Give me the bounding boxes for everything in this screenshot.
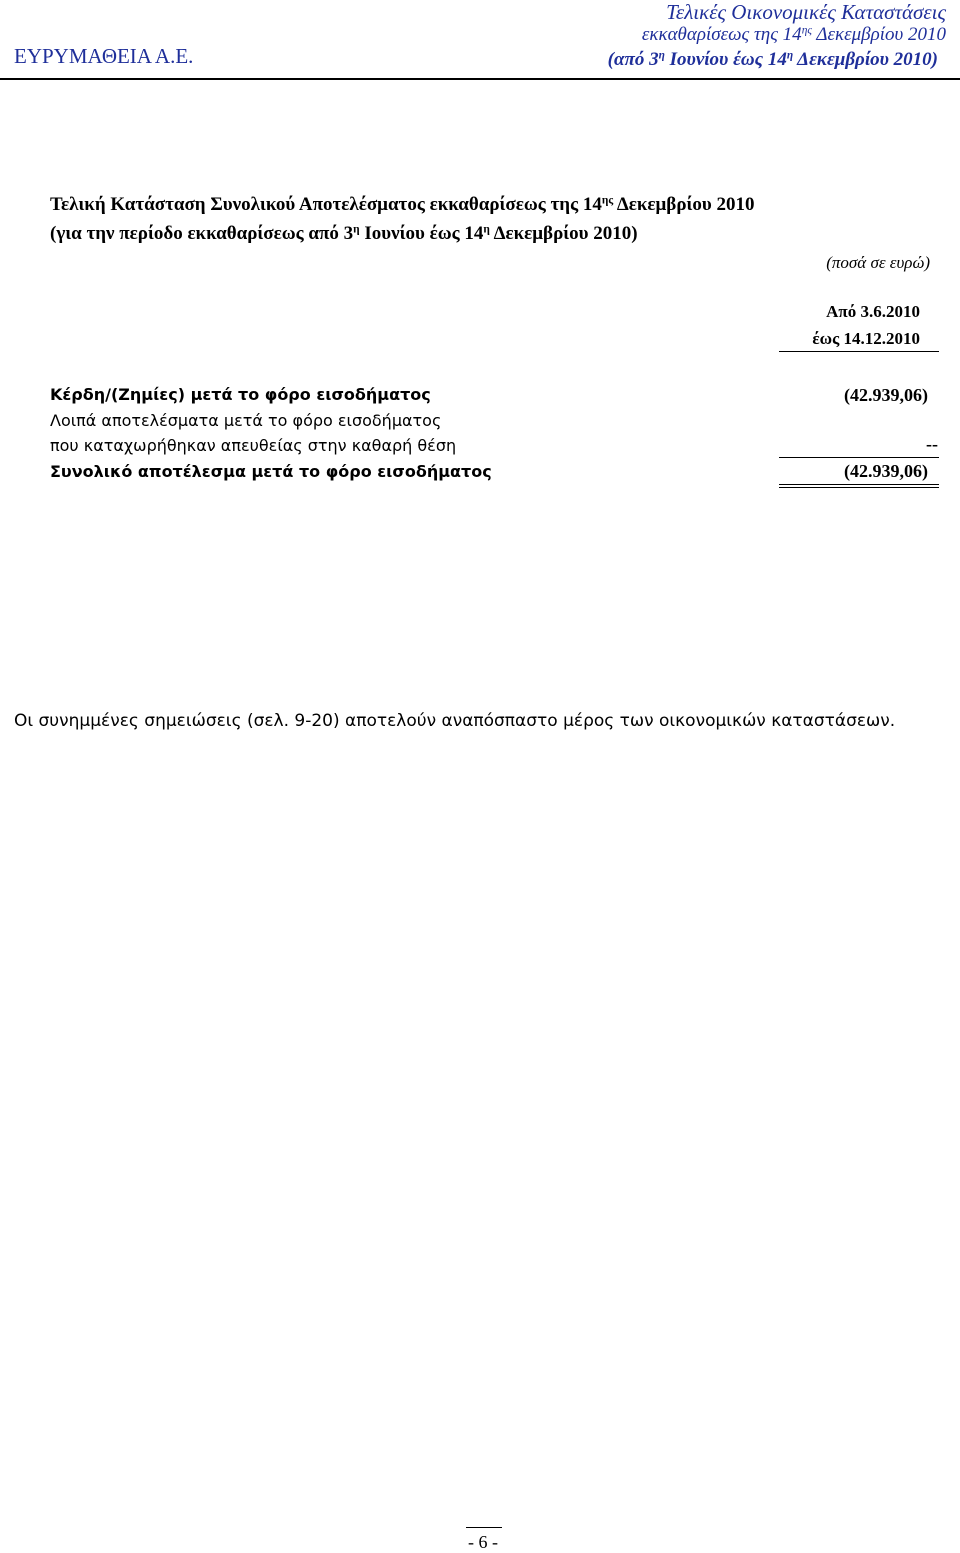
company-name: ΕΥΡΥΜΑΘΕΙΑ Α.Ε. [14, 44, 194, 68]
total-double-underline-top [779, 484, 939, 485]
row-other-results-label-line1: Λοιπά αποτελέσματα μετά το φόρο εισοδήματος [50, 411, 442, 430]
currency-note: (ποσά σε ευρώ) [826, 253, 930, 272]
header-liquidation-date: εκκαθαρίσεως της $14^{\eta\varsigma}$ Δεκεμβρίου 2010 [641, 24, 946, 45]
row-other-results-value: -- [926, 434, 938, 454]
column-header-underline [779, 351, 939, 352]
statement-title: Τελική Κατάσταση Συνολικού Αποτελέσματος εκκαθαρίσεως της $14^{\eta\varsigma}$ Δεκεμβρίου 2010 [50, 194, 755, 215]
page-number: - 6 - [468, 1532, 498, 1552]
row-total-result-label: Συνολικό αποτέλεσμα μετά το φόρο εισοδήματος [50, 462, 492, 481]
subtotal-underline [779, 457, 939, 458]
row-other-results-label-line2: που καταχωρήθηκαν απευθείας στην καθαρή θέση [50, 436, 457, 455]
statement-subtitle: (για την περίοδο εκκαθαρίσεως από $3^\eta$ Ιουνίου έως $14^\eta$ Δεκεμβρίου 2010) [50, 223, 638, 244]
header-period: (από $3^\eta$ Ιουνίου έως $14^\eta$ Δεκεμβρίου 2010) [607, 49, 938, 70]
page-number-rule [466, 1527, 502, 1528]
row-profit-loss-label: Κέρδη/(Ζημίες) μετά το φόρο εισοδήματος [50, 385, 431, 404]
row-profit-loss-value: (42.939,06) [844, 385, 928, 405]
total-double-underline-bottom [779, 487, 939, 488]
header-report-title: Τελικές Οικονομικές Καταστάσεις [666, 0, 946, 24]
column-header-from: Από 3.6.2010 [826, 302, 920, 321]
notes-footnote: Οι συνημμένες σημειώσεις (σελ. 9-20) αποτελούν αναπόσπαστο μέρος των οικονομικών καταστάσεων. [14, 711, 896, 731]
header-divider [0, 78, 960, 80]
row-total-result-value: (42.939,06) [844, 461, 928, 481]
column-header-to: έως 14.12.2010 [812, 329, 920, 348]
